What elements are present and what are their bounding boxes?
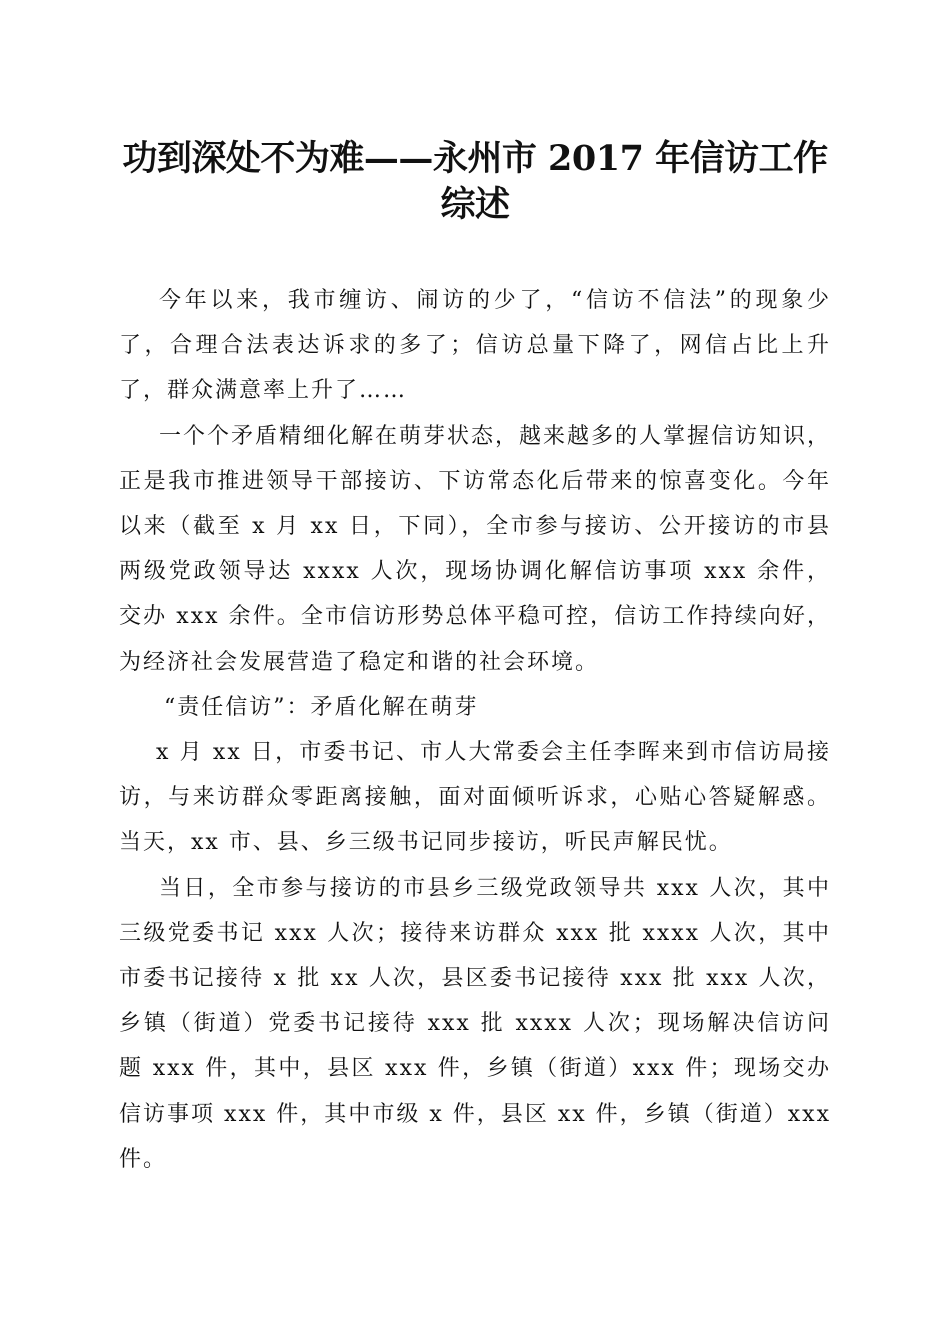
paragraph-intro: 今年以来，我市缠访、闹访的少了，“信访不信法”的现象少了，合理合法表达诉求的多了；信访总量下降了，网信占比上升了，群众满意率上升了…… <box>119 288 831 404</box>
section-heading: “责任信访”：矛盾化解在萌芽 <box>164 694 479 720</box>
paragraph-overview: 一个个矛盾精细化解在萌芽状态，越来越多的人掌握信访知识，正是我市推进领导干部接访、下访常态化后带来的惊喜变化。今年以来（截至 x 月 xx 日，下同），全市参与接访、公开接访的市县两级党政领导达 xxxx 人次，现场协调化解信访事项 xxx 余件，交办 xxx 余件。全市信访形势总体平稳可控，信访工作持续向好，为经济社会发展营造了稳定和谐的社会环境。 <box>119 423 832 675</box>
title-line-1: 功到深处不为难——永州市 2017 年信访工作 <box>122 138 828 179</box>
paragraph-visit: x 月 xx 日，市委书记、市人大常委会主任李晖来到市信访局接访，与来访群众零距离接触，面对面倾听诉求，心贴心答疑解惑。当天，xx 市、县、乡三级书记同步接访，听民声解民忧。 <box>119 740 831 856</box>
document-body <box>119 278 831 1182</box>
paragraph-statistics: 当日，全市参与接访的市县乡三级党政领导共 xxx 人次，其中三级党委书记 xxx 人次；接待来访群众 xxx 批 xxxx 人次，其中市委书记接待 x 批 xx 人次，县区委书记接待 xxx 批 xxx 人次，乡镇（街道）党委书记接待 xxx 批 xxxx 人次；现场解决信访问题 xxx 件，其中，县区 xxx 件，乡镇（街道）xxx 件；现场交办信访事项 xxx 件，其中市级 x 件，县区 xx 件，乡镇（街道）xxx 件。 <box>119 875 831 1172</box>
title-line-2: 综述 <box>440 184 510 225</box>
document-title <box>100 136 850 228</box>
